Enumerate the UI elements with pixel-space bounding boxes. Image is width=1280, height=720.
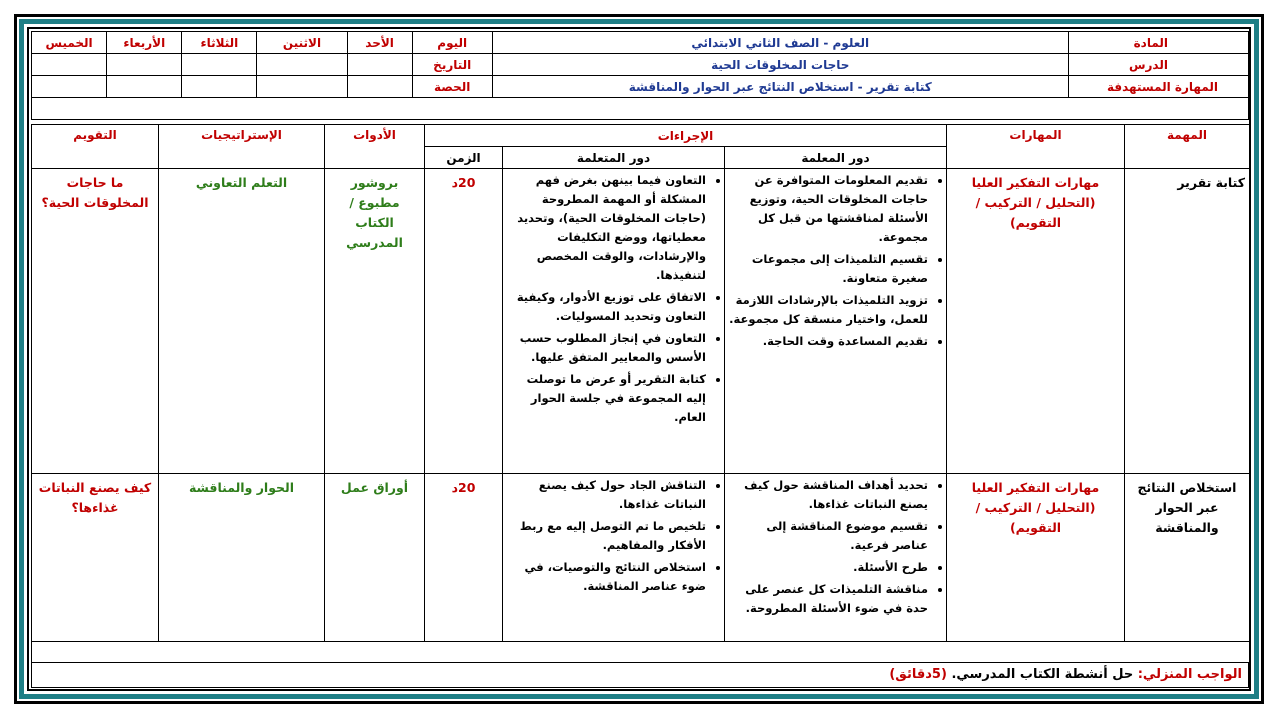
list-item: • تقسيم موضوع المناقشة إلى عناصر فرعية.	[729, 517, 928, 555]
homework-bar	[31, 662, 1249, 688]
header-gap-row	[32, 98, 1249, 120]
col-procedures: الإجراءات	[425, 125, 947, 147]
tools-cell: بروشور مطبوع / الكتاب المدرسي	[325, 169, 425, 474]
skill-label: المهارة المستهدفة	[1068, 76, 1248, 98]
date-cell	[32, 54, 107, 76]
list-item: • تزويد التلميذات بالإرشادات اللازمة للعمل، واختيار منسقة كل مجموعة.	[729, 291, 928, 329]
list-item: • تقديم المعلومات المتوافرة عن حاجات المخلوقات الحية، وتوزيع الأسئلة لمناقشتها من قبل كل مجموعة.	[729, 171, 928, 247]
day-wed: الأربعاء	[107, 32, 182, 54]
period-cell	[182, 76, 257, 98]
homework-label: الواجب المنزلي:	[1137, 667, 1242, 682]
period-cell	[257, 76, 347, 98]
period-cell	[107, 76, 182, 98]
table-row	[32, 169, 1250, 474]
list-item: • كتابة التقرير أو عرض ما توصلت إليه المجموعة في جلسة الحوار العام.	[507, 370, 706, 427]
date-label: التاريخ	[412, 54, 492, 76]
evaluation-cell: ما حاجات المخلوقات الحية؟	[32, 169, 159, 474]
list-item: • استخلاص النتائج والتوصيات، في ضوء عناصر المناقشة.	[507, 558, 706, 596]
evaluation-cell: كيف يصنع النباتات غذاءها؟	[32, 474, 159, 642]
list-item: • تقسيم التلميذات إلى مجموعات صغيرة متعاونة.	[729, 250, 928, 288]
student-role-cell	[503, 474, 725, 642]
day-mon: الاثنين	[257, 32, 347, 54]
time-cell: 20د	[425, 169, 503, 474]
student-role-cell	[503, 169, 725, 474]
col-task: المهمة	[1125, 125, 1250, 169]
date-cell	[182, 54, 257, 76]
homework-duration: (5دقائق)	[889, 667, 947, 682]
day-tue: الثلاثاء	[182, 32, 257, 54]
skills-cell: مهارات التفكير العليا (التحليل / التركيب / التقويم)	[947, 474, 1125, 642]
teacher-role-cell	[725, 474, 947, 642]
list-item: • التناقش الجاد حول كيف يصنع النباتات غذاءها.	[507, 476, 706, 514]
day-label: اليوم	[412, 32, 492, 54]
list-item: • التعاون فيما بينهن بغرض فهم المشكلة أو المهمة المطروحة (حاجات المخلوقات الحية)، وتحديد معطياتها، ووضع التكليفات والإرشادات، والوقت المخصص لتنفيذها.	[507, 171, 706, 285]
list-item: • طرح الأسئلة.	[729, 558, 928, 577]
list-item: • تحديد أهداف المناقشة حول كيف يصنع النباتات غذاءها.	[729, 476, 928, 514]
header-row-lesson	[32, 54, 1249, 76]
col-tools: الأدوات	[325, 125, 425, 169]
lesson-label: الدرس	[1068, 54, 1248, 76]
strategy-cell: التعلم التعاوني	[159, 169, 325, 474]
subject-value: العلوم - الصف الثاني الابتدائي	[492, 32, 1068, 54]
time-cell: 20د	[425, 474, 503, 642]
header-row-skill	[32, 76, 1249, 98]
skill-value: كتابة تقرير - استخلاص النتائج عبر الحوار والمناقشة	[492, 76, 1068, 98]
skills-cell: مهارات التفكير العليا (التحليل / التركيب / التقويم)	[947, 169, 1125, 474]
date-cell	[257, 54, 347, 76]
list-item: • تلخيص ما تم التوصل إليه مع ربط الأفكار والمفاهيم.	[507, 517, 706, 555]
teacher-role-cell	[725, 169, 947, 474]
col-teacher-role: دور المعلمة	[725, 147, 947, 169]
list-item: • تقديم المساعدة وقت الحاجة.	[729, 332, 928, 351]
header-row-subject	[32, 32, 1249, 54]
col-skills: المهارات	[947, 125, 1125, 169]
day-sun: الأحد	[347, 32, 412, 54]
subject-label: المادة	[1068, 32, 1248, 54]
table-row	[32, 474, 1250, 642]
day-thu: الخميس	[32, 32, 107, 54]
list-item: • التعاون في إنجاز المطلوب حسب الأسس والمعايير المتفق عليها.	[507, 329, 706, 367]
col-student-role: دور المتعلمة	[503, 147, 725, 169]
lesson-plan-table	[31, 124, 1250, 663]
col-evaluation: التقويم	[32, 125, 159, 169]
header-row	[32, 125, 1250, 147]
date-cell	[107, 54, 182, 76]
header-table	[31, 31, 1249, 120]
period-cell	[32, 76, 107, 98]
task-cell: كتابة تقرير	[1125, 169, 1250, 474]
col-strategies: الإستراتيجيات	[159, 125, 325, 169]
period-label: الحصة	[412, 76, 492, 98]
gap-row	[32, 642, 1250, 663]
date-cell	[347, 54, 412, 76]
tools-cell: أوراق عمل	[325, 474, 425, 642]
lesson-value: حاجات المخلوقات الحية	[492, 54, 1068, 76]
strategy-cell: الحوار والمناقشة	[159, 474, 325, 642]
list-item: • الاتفاق على توزيع الأدوار، وكيفية التعاون وتحديد المسوليات.	[507, 288, 706, 326]
period-cell	[347, 76, 412, 98]
col-time: الزمن	[425, 147, 503, 169]
list-item: • مناقشة التلميذات كل عنصر على حدة في ضوء الأسئلة المطروحة.	[729, 580, 928, 618]
homework-text: حل أنشطة الكتاب المدرسي.	[951, 667, 1134, 682]
task-cell: استخلاص النتائج عبر الحوار والمناقشة	[1125, 474, 1250, 642]
